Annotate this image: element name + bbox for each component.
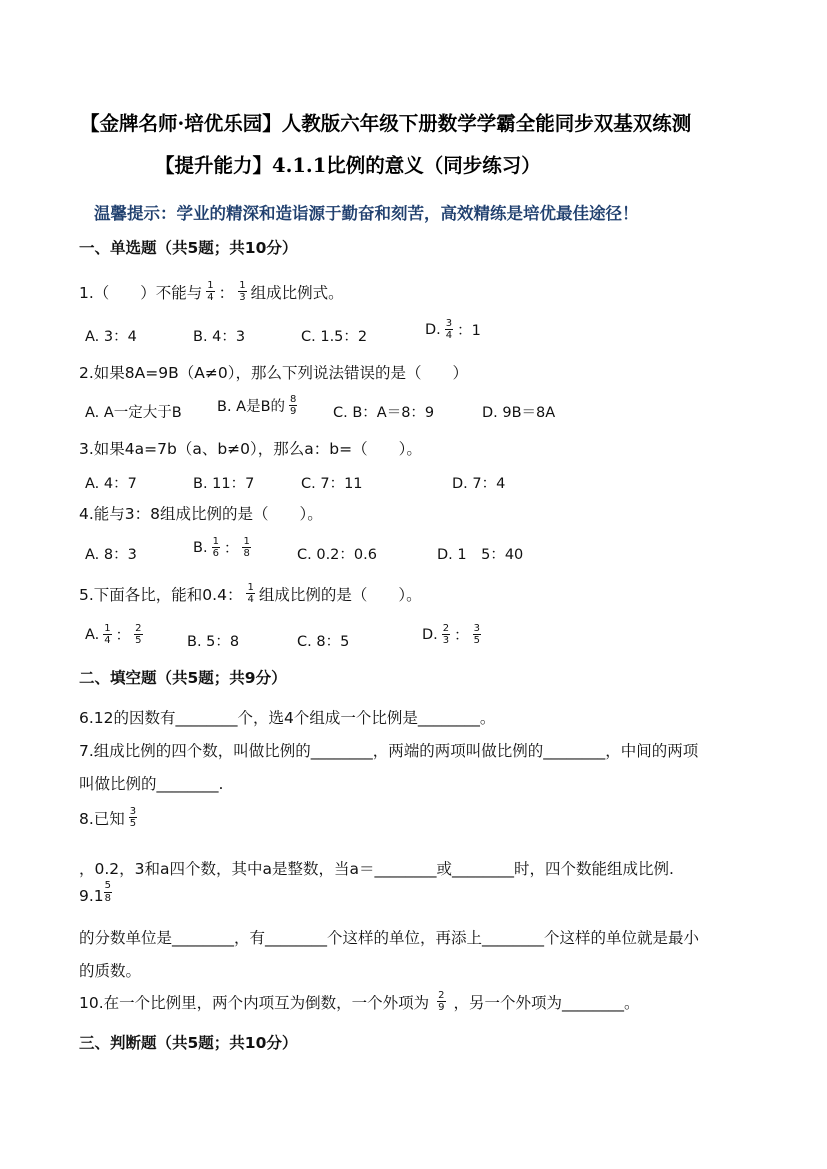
- section-heading: 一、单选题（共5题；共10分）: [79, 239, 298, 257]
- q1-stem-b: 组成比例式。: [250, 283, 344, 302]
- fraction: $\frac{3}{4}$: [445, 318, 453, 341]
- option-c[interactable]: C. 7：11: [301, 476, 363, 492]
- option-a[interactable]: A. 8：3: [85, 547, 137, 563]
- fraction: $\frac{2}{9}$: [438, 990, 445, 1013]
- fraction: $\frac{2}{3}$: [442, 623, 450, 646]
- option-b[interactable]: B. 5：8: [187, 634, 240, 650]
- option-c[interactable]: C. 1.5：2: [301, 329, 368, 345]
- ratio-colon: ：: [218, 283, 235, 302]
- fraction: $\frac{1}{6}$: [212, 536, 219, 559]
- tip-text: 温馨提示：学业的精深和造诣源于勤奋和刻苦，高效精练是培优最佳途径！: [94, 204, 639, 223]
- question-6: 6.12的因数有________个，选4个组成一个比例是________。: [79, 709, 496, 727]
- page-subtitle: 【提升能力】4.1.1比例的意义（同步练习）: [155, 154, 541, 177]
- option-b[interactable]: B. 11：7: [193, 476, 255, 492]
- fraction: $\frac{2}{5}$: [135, 623, 142, 646]
- fraction: $\frac{8}{9}$: [290, 394, 297, 417]
- question-8-line-1: 8.已知 $\frac{3}{5}$: [79, 806, 137, 829]
- option-c[interactable]: C. B：A＝8：9: [333, 405, 435, 421]
- question-7-line-1: 7.组成比例的四个数，叫做比例的________，两端的两项叫做比例的________，中间的两项: [79, 742, 699, 760]
- section-heading: 二、填空题（共5题；共9分）: [79, 669, 287, 687]
- option-d[interactable]: D. 1 5：40: [437, 547, 524, 563]
- option-c[interactable]: C. 0.2：0.6: [297, 547, 377, 563]
- question-9-line-1: 9.1 $\frac{5}{8}$: [79, 880, 112, 905]
- question-10: 10.在一个比例里，两个内项互为倒数，一个外项为 $\frac{2}{9}$ ，另一个外项为________。: [79, 990, 640, 1013]
- question-9-line-3: 的质数。: [79, 962, 142, 980]
- option-b[interactable]: B. A是B的 $\frac{8}{9}$: [217, 394, 297, 417]
- question-9-line-2: 的分数单位是________，有________个这样的单位，再添上________个这样的单位就是最小: [79, 929, 700, 947]
- question-4: 4.能与3：8组成比例的是（ ）。: [79, 505, 323, 523]
- fraction: $\frac{1}{4}$: [247, 582, 254, 605]
- fraction: $\frac{1}{3}$: [239, 280, 246, 303]
- option-b[interactable]: B. $\frac{1}{6}$ ： $\frac{1}{8}$: [193, 536, 250, 559]
- question-2: 2.如果8A=9B（A≠0），那么下列说法错误的是（ ）: [79, 364, 468, 382]
- question-7-line-2: 叫做比例的________.: [79, 775, 224, 793]
- page-title: 【金牌名师·培优乐园】人教版六年级下册数学学霸全能同步双基双练测: [80, 112, 692, 135]
- option-a[interactable]: A. 3：4: [85, 329, 137, 345]
- q1-stem-a: 1.（ ）不能与: [79, 283, 203, 302]
- option-d[interactable]: D. 7：4: [452, 476, 506, 492]
- fraction: $\frac{5}{8}$: [104, 880, 112, 904]
- option-a[interactable]: A. $\frac{1}{4}$ ： $\frac{2}{5}$: [85, 623, 142, 646]
- question-1: [79, 280, 344, 303]
- option-c[interactable]: C. 8：5: [297, 634, 350, 650]
- option-d[interactable]: D. $\frac{2}{3}$ ： $\frac{3}{5}$: [422, 623, 481, 646]
- fraction: $\frac{1}{4}$: [207, 280, 214, 303]
- option-a[interactable]: A. 4：7: [85, 476, 137, 492]
- fraction: $\frac{3}{5}$: [129, 806, 137, 829]
- question-5: 5.下面各比，能和0.4： $\frac{1}{4}$ 组成比例的是（ ）。: [79, 582, 422, 605]
- option-b[interactable]: B. 4：3: [193, 329, 246, 345]
- section-heading: 三、判断题（共5题；共10分）: [79, 1034, 298, 1052]
- fraction: $\frac{3}{5}$: [473, 623, 481, 646]
- fraction: $\frac{1}{4}$: [104, 623, 111, 646]
- option-d[interactable]: D. 9B＝8A: [482, 405, 556, 421]
- question-3: 3.如果4a=7b（a、b≠0），那么a：b=（ ）。: [79, 440, 422, 458]
- option-d[interactable]: D. $\frac{3}{4}$ ：1: [425, 318, 481, 341]
- fraction: $\frac{1}{8}$: [243, 536, 250, 559]
- question-8-line-2: ，0.2，3和a四个数，其中a是整数，当a＝________或________时，四个数能组成比例.: [79, 860, 674, 878]
- option-a[interactable]: A. A一定大于B: [85, 405, 182, 421]
